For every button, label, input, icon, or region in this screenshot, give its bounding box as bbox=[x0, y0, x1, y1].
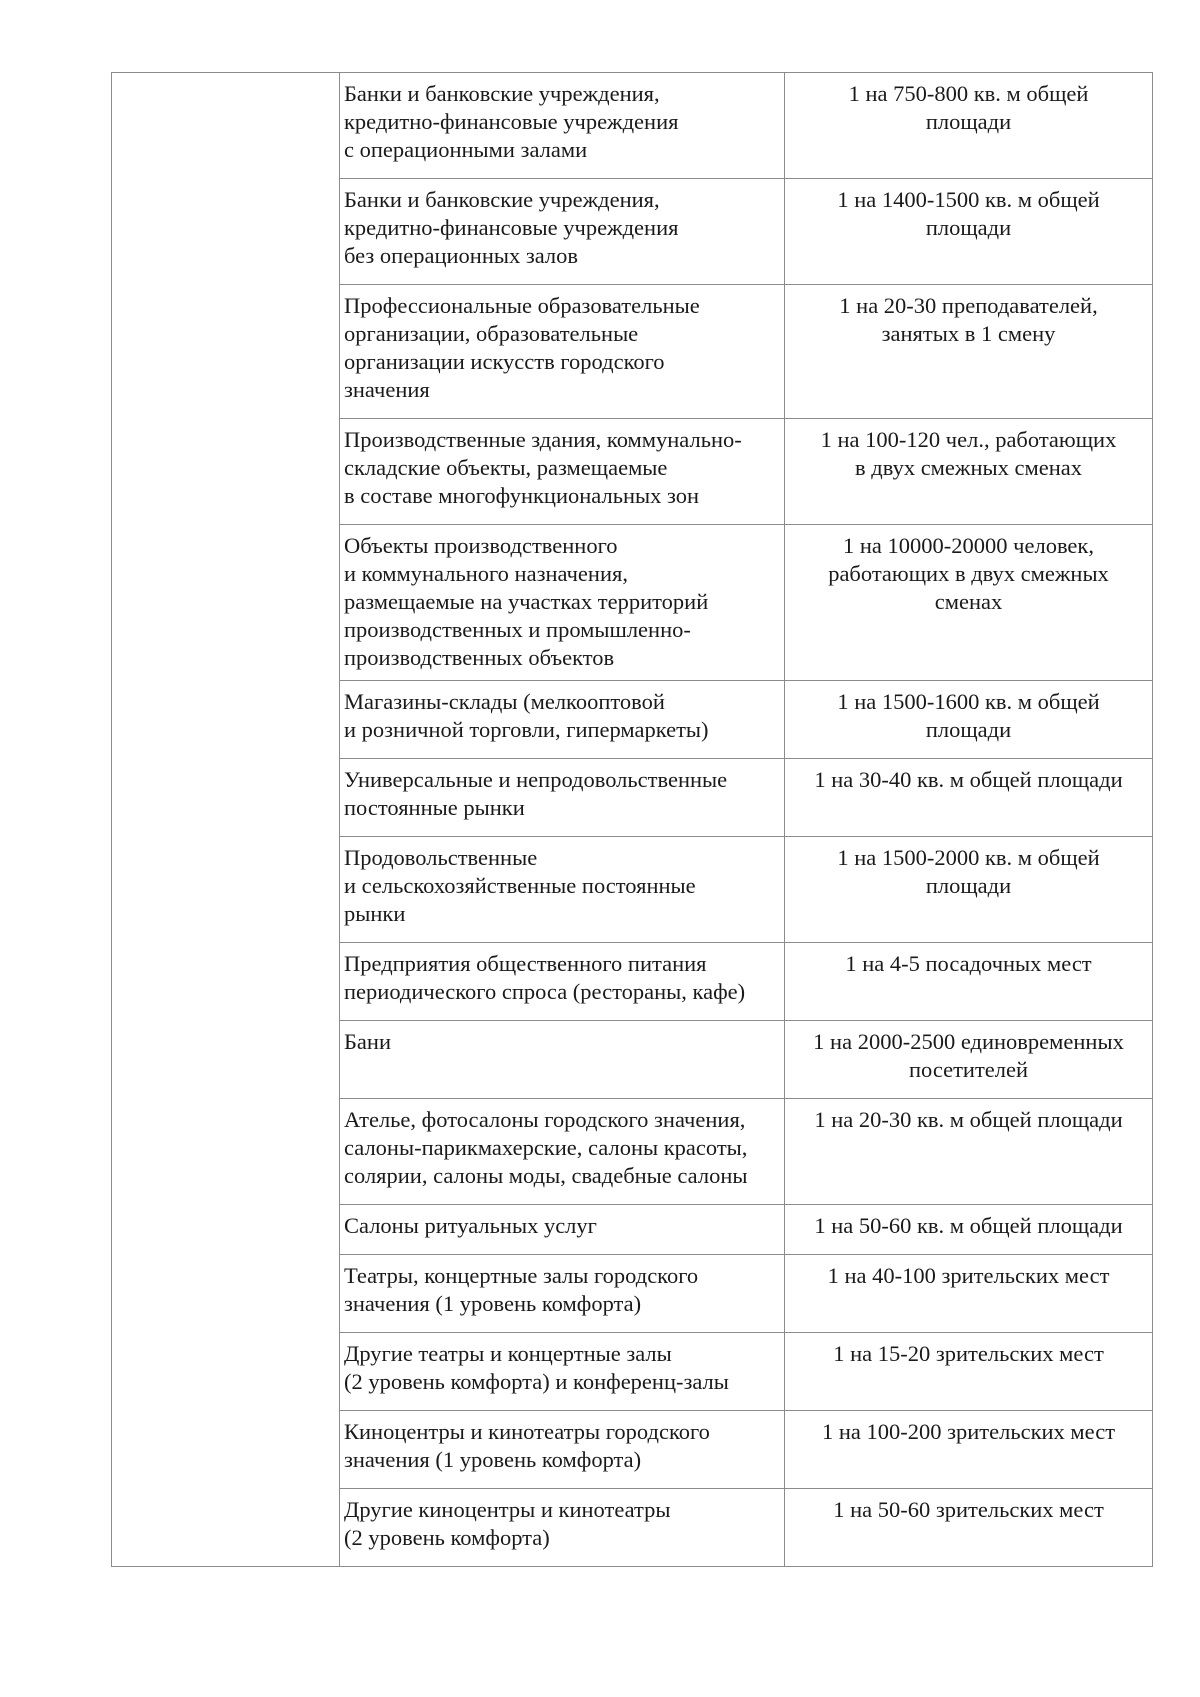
norm-cell: 1 на 100-120 чел., работающих в двух смежных сменах bbox=[785, 419, 1153, 525]
object-type-cell: Профессиональные образовательные организации, образовательные организации искусств городского значения bbox=[340, 285, 785, 419]
norm-cell: 1 на 20-30 кв. м общей площади bbox=[785, 1099, 1153, 1205]
norm-cell: 1 на 20-30 преподавателей, занятых в 1 смену bbox=[785, 285, 1153, 419]
object-type-cell: Универсальные и непродовольственные постоянные рынки bbox=[340, 759, 785, 837]
object-type-cell: Банки и банковские учреждения, кредитно-финансовые учреждения с операционными залами bbox=[340, 73, 785, 179]
norm-cell: 1 на 2000-2500 единовременных посетителей bbox=[785, 1021, 1153, 1099]
table-row bbox=[112, 73, 1153, 179]
object-type-cell: Объекты производственного и коммунального назначения, размещаемые на участках территорий производственных и промышленно- производственных объектов bbox=[340, 525, 785, 681]
object-type-cell: Театры, концертные залы городского значения (1 уровень комфорта) bbox=[340, 1255, 785, 1333]
object-type-cell: Салоны ритуальных услуг bbox=[340, 1205, 785, 1255]
object-type-cell: Банки и банковские учреждения, кредитно-финансовые учреждения без операционных залов bbox=[340, 179, 785, 285]
norm-cell: 1 на 4-5 посадочных мест bbox=[785, 943, 1153, 1021]
norm-cell: 1 на 50-60 кв. м общей площади bbox=[785, 1205, 1153, 1255]
norm-cell: 1 на 40-100 зрительских мест bbox=[785, 1255, 1153, 1333]
object-type-cell: Производственные здания, коммунально- складские объекты, размещаемые в составе многофункциональных зон bbox=[340, 419, 785, 525]
norm-cell: 1 на 1500-1600 кв. м общей площади bbox=[785, 681, 1153, 759]
object-type-cell: Другие театры и концертные залы (2 уровень комфорта) и конференц-залы bbox=[340, 1333, 785, 1411]
object-type-cell: Другие киноцентры и кинотеатры (2 уровень комфорта) bbox=[340, 1489, 785, 1567]
norm-cell: 1 на 50-60 зрительских мест bbox=[785, 1489, 1153, 1567]
parking-norms-table bbox=[111, 72, 1153, 1567]
norm-cell: 1 на 30-40 кв. м общей площади bbox=[785, 759, 1153, 837]
norm-cell: 1 на 15-20 зрительских мест bbox=[785, 1333, 1153, 1411]
object-type-cell: Продовольственные и сельскохозяйственные постоянные рынки bbox=[340, 837, 785, 943]
object-type-cell: Магазины-склады (мелкооптовой и розничной торговли, гипермаркеты) bbox=[340, 681, 785, 759]
norm-cell: 1 на 750-800 кв. м общей площади bbox=[785, 73, 1153, 179]
norm-cell: 1 на 1400-1500 кв. м общей площади bbox=[785, 179, 1153, 285]
norm-cell: 1 на 10000-20000 человек, работающих в двух смежных сменах bbox=[785, 525, 1153, 681]
object-type-cell: Предприятия общественного питания периодического спроса (рестораны, кафе) bbox=[340, 943, 785, 1021]
category-cell-empty bbox=[112, 73, 340, 1567]
norm-cell: 1 на 100-200 зрительских мест bbox=[785, 1411, 1153, 1489]
object-type-cell: Бани bbox=[340, 1021, 785, 1099]
object-type-cell: Киноцентры и кинотеатры городского значения (1 уровень комфорта) bbox=[340, 1411, 785, 1489]
norm-cell: 1 на 1500-2000 кв. м общей площади bbox=[785, 837, 1153, 943]
object-type-cell: Ателье, фотосалоны городского значения, салоны-парикмахерские, салоны красоты, солярии, салоны моды, свадебные салоны bbox=[340, 1099, 785, 1205]
